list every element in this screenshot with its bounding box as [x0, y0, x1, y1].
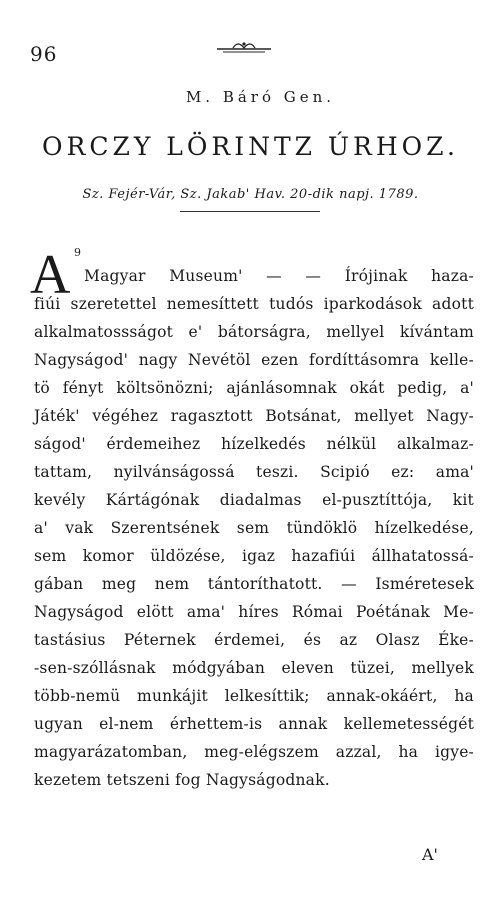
body-line: fiúi szeretettel nemesíttett tudós iparkodások adott — [34, 295, 474, 313]
body-line: kezetem tetszeni fog Nagyságodnak. — [34, 771, 330, 789]
body-line: tö fényt költsönözni; ajánlásomnak okát pedig, a' — [34, 379, 474, 397]
body-line: ugyan el-nem érhettem-is annak kellemetességét — [34, 715, 474, 733]
body-line: tattam, nyilvánságossá teszi. Scipió ez: ama' — [34, 463, 474, 481]
body-line: alkalmatossságot e' bátorságra, mellyel kívántam — [34, 323, 474, 341]
body-text — [34, 262, 474, 794]
body-line: Játék' végéhez ragasztott Botsánat, mellyet Nagy- — [34, 407, 474, 425]
body-line: tastásius Péternek érdemei, és az Olasz Éke- — [34, 631, 474, 649]
ornament-divider — [215, 38, 273, 60]
footnote-mark: 9 — [74, 246, 81, 259]
body-line: magyarázatomban, meg-elégszem azzal, ha igye- — [34, 743, 474, 761]
catchword: A' — [422, 845, 438, 864]
horizontal-rule — [180, 211, 320, 212]
body-line: Nagyságod' nagy Nevétöl ezen fordíttásomra kelle- — [34, 351, 474, 369]
dedicatee-title: M. Báró Gen. — [185, 88, 336, 106]
body-line: a' vak Szerentsének sem tündöklö hízelkedése, — [34, 519, 474, 537]
page-number: 96 — [30, 42, 58, 66]
body-line: Magyar Museum' — — Írójinak haza- — [84, 267, 474, 285]
body-line: gában meg nem tántoríthatott. — Isméretesek — [34, 575, 474, 593]
body-line: kevély Kártágónak diadalmas el-pusztíttója, kit — [34, 491, 474, 509]
body-line: sem komor üldözése, igaz hazafiúi állhatatossá- — [34, 547, 474, 565]
body-line: Nagyságod elött ama' híres Római Poétának Me- — [34, 603, 474, 621]
drop-cap-initial: A — [30, 244, 71, 306]
body-line: -sen-szóllásnak módgyában eleven tüzei, mellyek — [34, 659, 474, 677]
body-line: ságod' érdemeihez hízelkedés nélkül alkalmaz- — [34, 435, 474, 453]
addressee-heading: ORCZY LÖRINTZ ÚRHOZ. — [42, 132, 459, 161]
body-line: több-nemü munkájit lelkesíttik; annak-okáért, ha — [34, 687, 474, 705]
dateline: Sz. Fejér-Vár, Sz. Jakab' Hav. 20-dik napj. 1789. — [82, 187, 419, 202]
